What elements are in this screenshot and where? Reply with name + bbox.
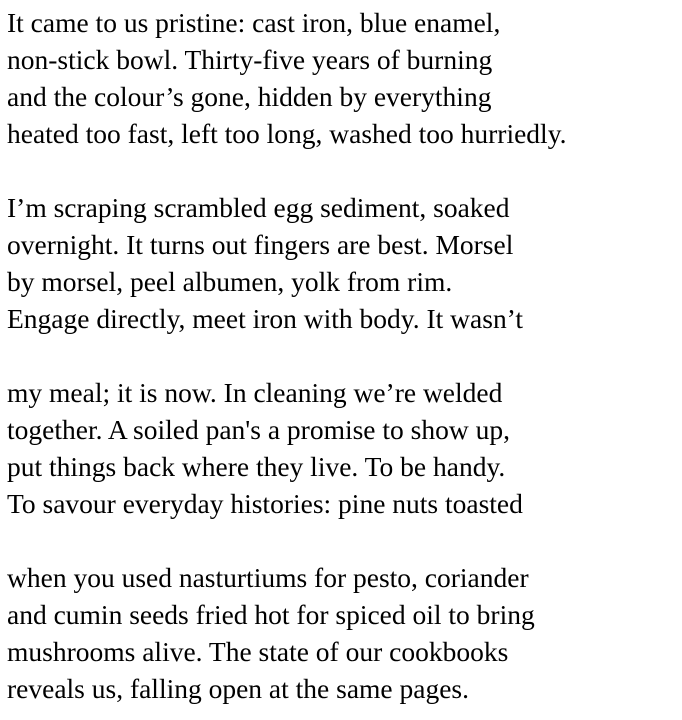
poem-line: and cumin seeds fried hot for spiced oil to bring: [7, 599, 535, 630]
stanza-1: [7, 4, 679, 152]
poem-line: together. A soiled pan's a promise to show up,: [7, 414, 510, 445]
poem-line: heated too fast, left too long, washed too hurriedly.: [7, 118, 567, 149]
poem-line: when you used nasturtiums for pesto, coriander: [7, 562, 529, 593]
poem-line: reveals us, falling open at the same pages.: [7, 673, 469, 704]
poem-line: Engage directly, meet iron with body. It wasn’t: [7, 303, 524, 334]
stanza-4: [7, 559, 679, 707]
poem-body: [7, 4, 679, 707]
poem-line: non-stick bowl. Thirty-five years of burning: [7, 44, 493, 75]
poem-line: To savour everyday histories: pine nuts toasted: [7, 488, 523, 519]
poem-line: by morsel, peel albumen, yolk from rim.: [7, 266, 453, 297]
poem-line: It came to us pristine: cast iron, blue enamel,: [7, 7, 501, 38]
poem-line: put things back where they live. To be handy.: [7, 451, 506, 482]
poem-line: mushrooms alive. The state of our cookbooks: [7, 636, 509, 667]
poem-line: overnight. It turns out fingers are best. Morsel: [7, 229, 514, 260]
poem-line: my meal; it is now. In cleaning we’re welded: [7, 377, 503, 408]
poem-line: and the colour’s gone, hidden by everything: [7, 81, 492, 112]
stanza-2: [7, 189, 679, 337]
poem-line: I’m scraping scrambled egg sediment, soaked: [7, 192, 510, 223]
stanza-3: [7, 374, 679, 522]
